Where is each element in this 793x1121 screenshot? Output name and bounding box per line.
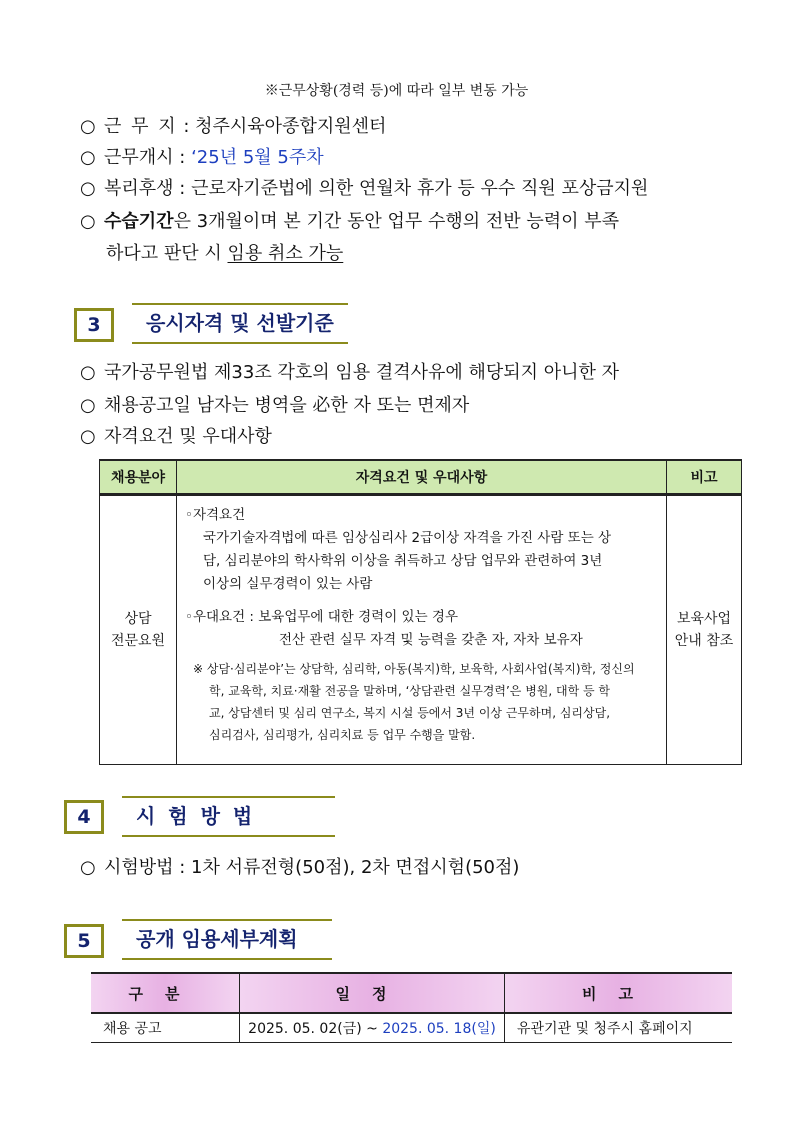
requirements-line: 이상의 실무경력이 있는 사람 <box>203 576 373 592</box>
date-end: 2025. 05. 18(일) <box>382 1021 496 1037</box>
work-start-label: 근무개시 <box>104 147 174 168</box>
schedule-date <box>240 1013 505 1043</box>
bullet-icon: ○ <box>80 426 96 447</box>
section-4-number: 4 <box>64 800 104 834</box>
section-3-number: 3 <box>74 308 114 342</box>
work-place-line: ○ 근 무 지 : 청주시육아종합지원센터 <box>80 116 387 137</box>
work-start-value: ‘25년 5월 5주차 <box>191 147 324 168</box>
section-3-bullet-2 <box>80 391 469 417</box>
remark-cell <box>667 495 742 765</box>
table-header: 비고 <box>505 973 733 1013</box>
section-3-bullet-3 <box>80 422 272 448</box>
note-text: ※근무상황(경력 등)에 따라 일부 변동 가능 <box>264 83 529 99</box>
probation-text: 은 3개월이며 본 기간 동안 업무 수행의 전반 능력이 부족 <box>173 211 620 232</box>
table-header: 비고 <box>667 460 742 495</box>
probation-label: 수습기간 <box>104 211 174 232</box>
section-3-title: 응시자격 및 선발기준 <box>132 303 348 344</box>
work-place-value: 청주시육아종합지원센터 <box>195 116 387 137</box>
schedule-remark: 유관기관 및 청주시 홈페이지 <box>505 1013 733 1043</box>
table-header: 자격요건 및 우대사항 <box>177 460 667 495</box>
exam-method-line <box>80 853 519 879</box>
section-4-title: 시 험 방 법 <box>122 796 335 837</box>
bullet-text: 자격요건 및 우대사항 <box>104 426 272 447</box>
bullet-text: 국가공무원법 제33조 각호의 임용 결격사유에 해당되지 아니한 자 <box>104 362 620 383</box>
table-header: 일정 <box>240 973 505 1013</box>
qualification-table <box>99 459 742 765</box>
field-cell <box>100 495 177 765</box>
exam-method-text: 시험방법 : 1차 서류전형(50점), 2차 면접시험(50점) <box>104 857 520 878</box>
bullet-text: 채용공고일 남자는 병역을 必한 자 또는 면제자 <box>104 395 470 416</box>
probation-text-2: 하다고 판단 시 <box>106 243 228 264</box>
bullet-icon: ○ <box>80 362 96 383</box>
work-place-label: 근 무 지 <box>104 116 178 137</box>
preference-line: 전산 관련 실무 자격 및 능력을 갖춘 자, 자차 보유자 <box>279 632 583 648</box>
table-header: 구분 <box>91 973 240 1013</box>
bullet-icon: ○ <box>80 116 96 137</box>
note-line: 학, 교육학, 치료·재활 전공을 말하며, ‘상담관련 실무경력’은 병원, 대학 등 학 <box>209 684 611 698</box>
bullet-icon: ○ <box>80 178 96 199</box>
section-5-title: 공개 임용세부계획 <box>122 919 332 960</box>
probation-line-2 <box>106 239 343 265</box>
field-name-line-2: 전문요원 <box>110 633 166 649</box>
section-3-bullet-1 <box>80 358 619 384</box>
table-row <box>91 1013 732 1043</box>
requirements-title: ◦자격요건 <box>185 507 246 523</box>
welfare-value: 근로자기준법에 의한 연월차 휴가 등 우수 직원 포상금지원 <box>191 178 649 199</box>
schedule-label: 채용 공고 <box>91 1013 240 1043</box>
welfare-line: ○ 복리후생 : 근로자기준법에 의한 연월차 휴가 등 우수 직원 포상금지원 <box>80 178 649 199</box>
requirements-line: 국가기술자격법에 따른 임상심리사 2급이상 자격을 가진 사람 또는 상 <box>203 530 612 546</box>
remark-line-1: 보육사업 <box>676 611 732 627</box>
date-start: 2025. 05. 02(금) ~ <box>248 1021 383 1037</box>
field-definition-note <box>185 658 658 746</box>
bullet-icon: ○ <box>80 395 96 416</box>
bullet-icon: ○ <box>80 211 96 232</box>
requirements-cell <box>177 495 667 765</box>
preference-title: ◦우대요건 : 보육업무에 대한 경력이 있는 경우 <box>185 609 458 625</box>
table-header: 채용분야 <box>100 460 177 495</box>
field-name-line-1: 상담 <box>124 611 152 627</box>
bullet-icon: ○ <box>80 857 96 878</box>
bullet-icon: ○ <box>80 147 96 168</box>
section-5-number: 5 <box>64 924 104 958</box>
schedule-table <box>91 972 732 1043</box>
probation-line <box>80 207 619 233</box>
note-line: 심리검사, 심리평가, 심리치료 등 업무 수행을 말함. <box>209 728 476 742</box>
remark-line-2: 안내 참조 <box>674 633 734 649</box>
work-start-line: ○ 근무개시 : ‘25년 5월 5주차 <box>80 147 324 168</box>
welfare-label: 복리후생 <box>104 178 174 199</box>
note-line: ※ 상담·심리분야’는 상담학, 심리학, 아동(복지)학, 보육학, 사회사업(복지)학, 정신의 <box>193 662 635 676</box>
probation-cancel-note: 임용 취소 가능 <box>227 243 344 264</box>
requirements-line: 담, 심리분야의 학사학위 이상을 취득하고 상담 업무와 관련하여 3년 <box>203 553 603 569</box>
note-line: 교, 상담센터 및 심리 연구소, 복지 시설 등에서 3년 이상 근무하며, 심리상담, <box>209 706 611 720</box>
